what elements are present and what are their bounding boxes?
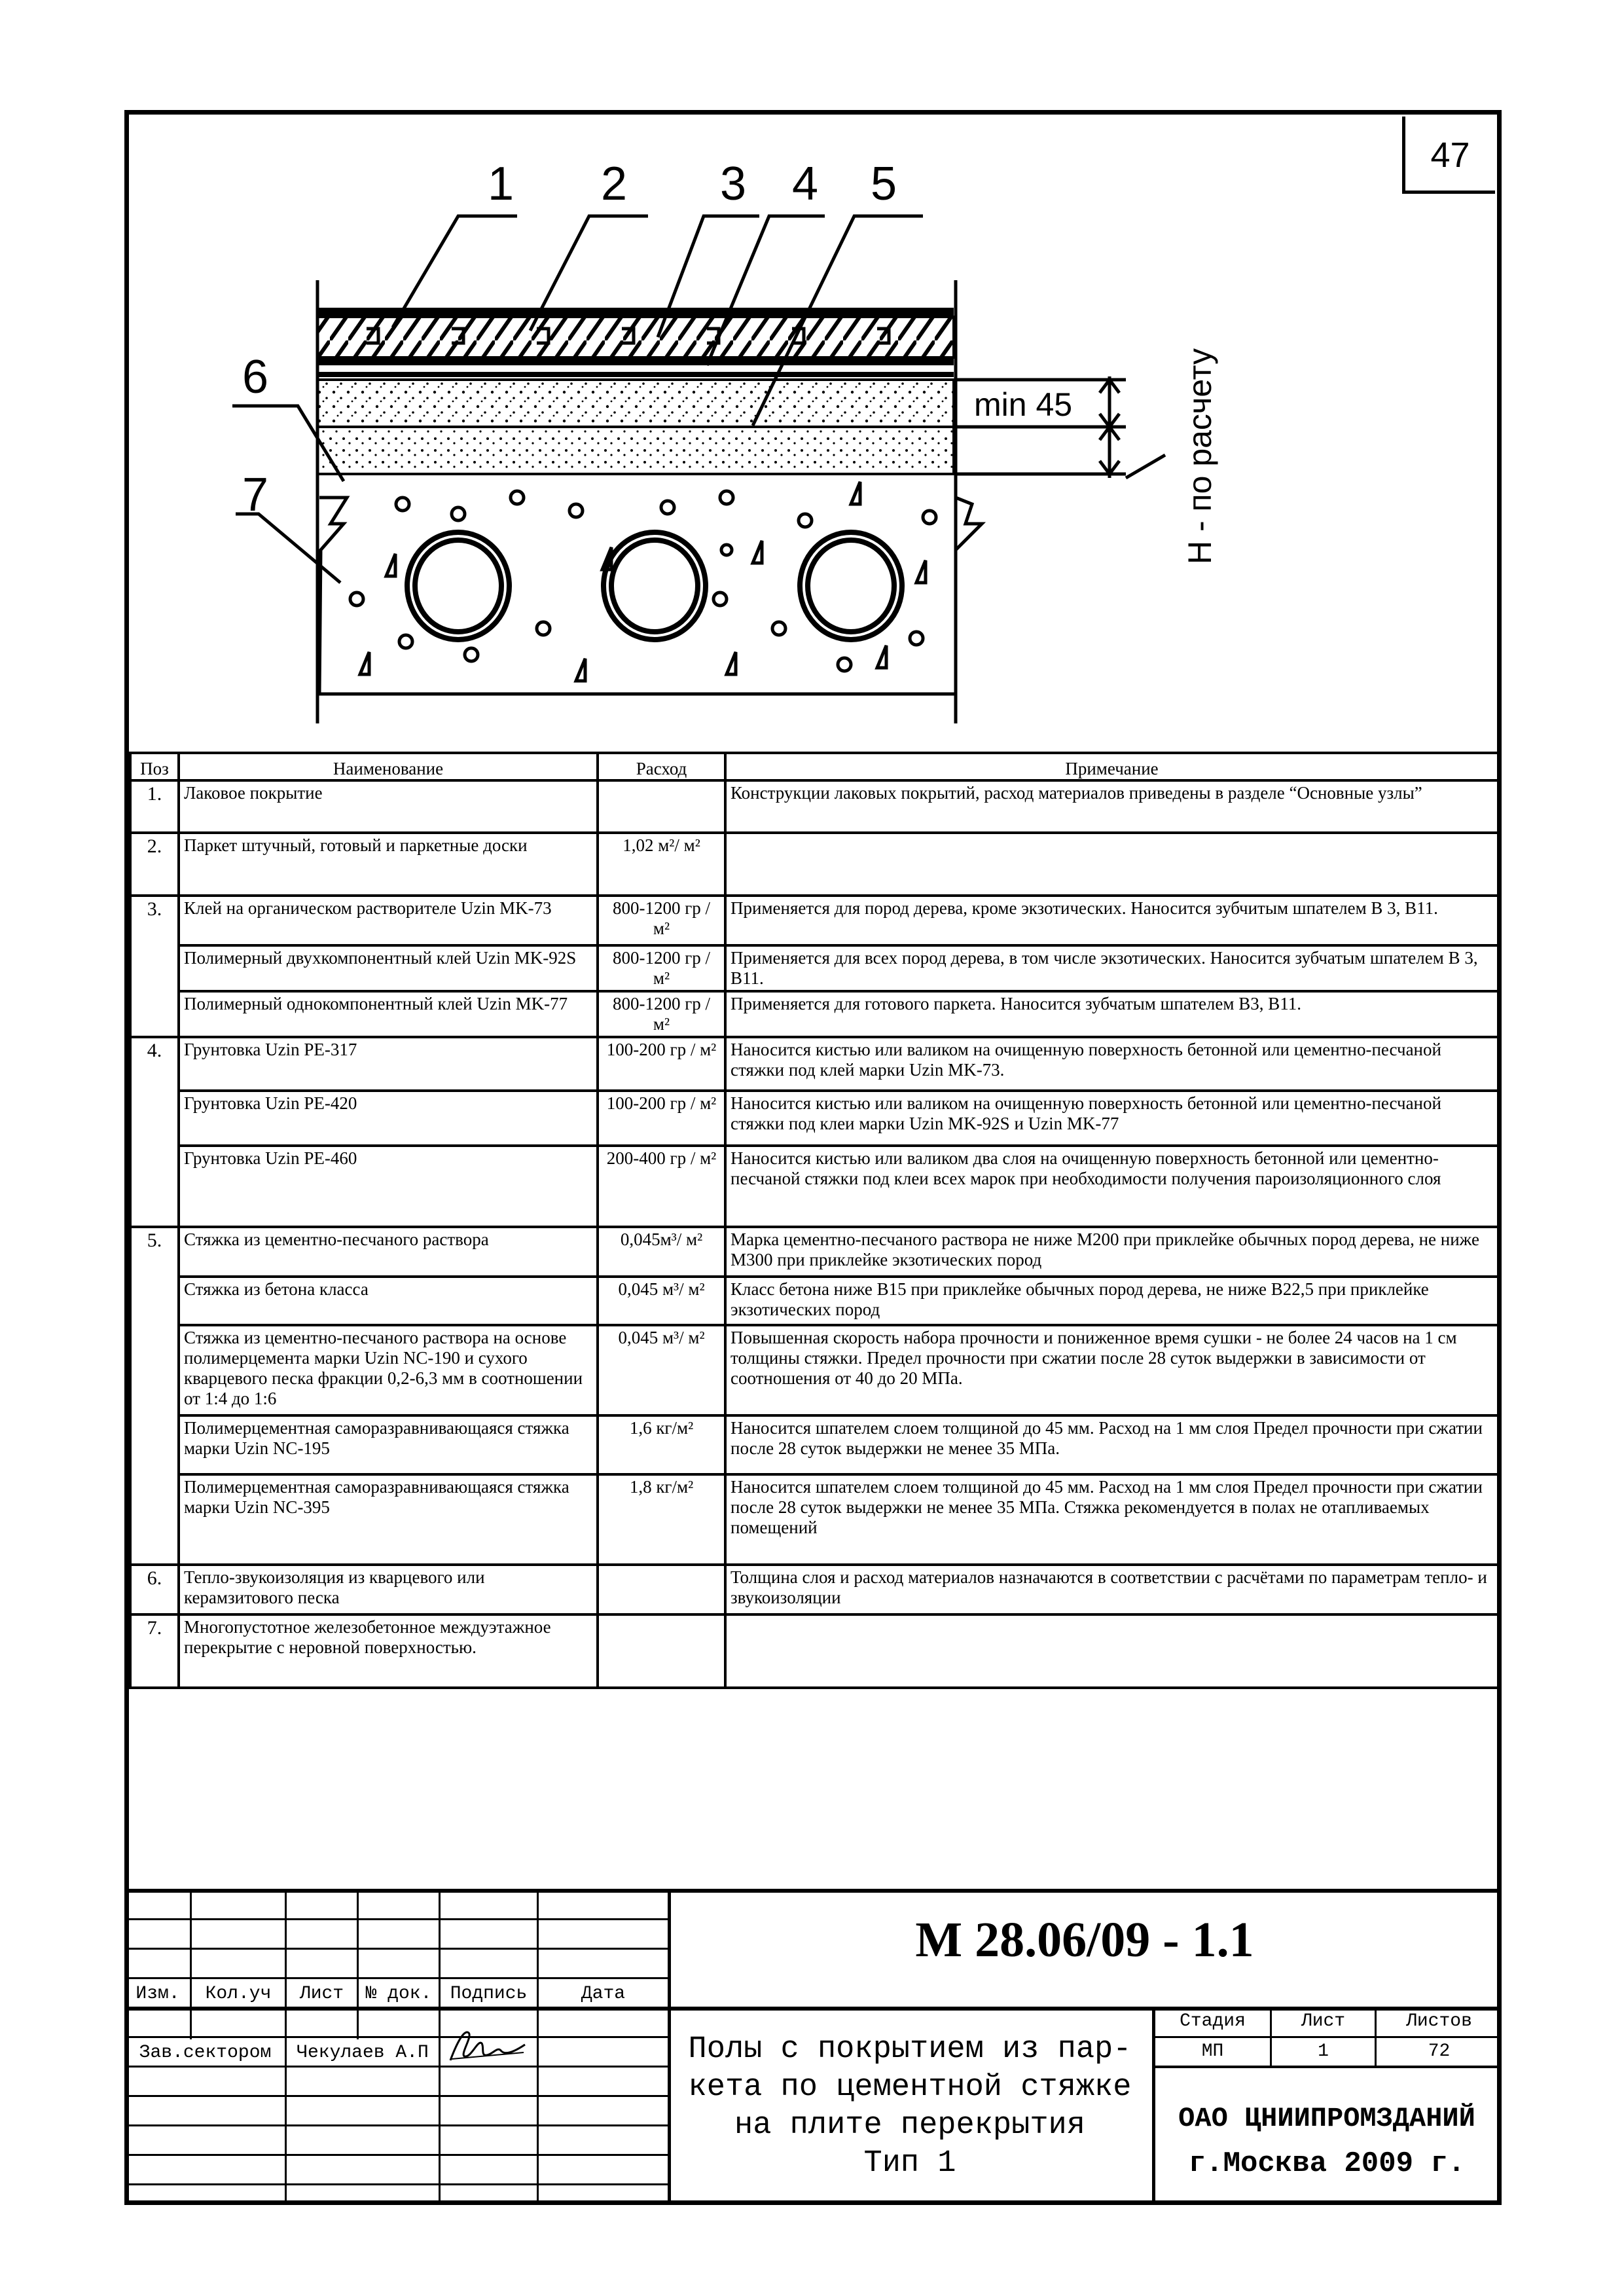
row-rate: 0,045м³/ м²: [598, 1227, 725, 1277]
row-name: Лаковое покрытие: [179, 780, 598, 833]
col-doc-number: № док.: [365, 1984, 432, 2004]
header-note: Примечание: [725, 753, 1498, 780]
header-pos: Поз: [130, 753, 179, 780]
table-row: [130, 1565, 1498, 1614]
stage-value: МП: [1201, 2041, 1224, 2062]
row-pos: 6.: [130, 1565, 179, 1614]
dimension-h-by-calc: H - по расчету: [1182, 348, 1218, 564]
row-rate: 200-400 гр / м²: [598, 1146, 725, 1227]
row-note: Повышенная скорость набора прочности и пониженное время сушки - не более 24 часов на 1 см толщины стяжки. Предел прочности при сжатии после 28 суток выдержки в зависимости от соотношения от 40 до 20 МПа.: [725, 1325, 1498, 1415]
row-note: Класс бетона ниже В15 при приклейке обычных пород дерева, не ниже В22,5 при приклейке экзотических пород: [725, 1277, 1498, 1325]
specification-table: [129, 752, 1500, 1689]
row-name: Стяжка из бетона класса: [179, 1277, 598, 1325]
city-year: г.Москва 2009 г.: [1188, 2147, 1466, 2180]
table-row: [130, 1146, 1498, 1227]
callout-3: 3: [720, 158, 747, 210]
table-row: [130, 1037, 1498, 1091]
stage-label: Стадия: [1180, 2011, 1246, 2032]
row-note: Конструкции лаковых покрытий, расход материалов приведены в разделе “Основные узлы”: [725, 780, 1498, 833]
table-row: [130, 945, 1498, 991]
table-row: [130, 1415, 1498, 1474]
table-row: [130, 1325, 1498, 1415]
title-line-3: на плите перекрытия: [734, 2108, 1085, 2143]
document-code: М 28.06/09 - 1.1: [915, 1912, 1254, 1967]
row-rate: [598, 1565, 725, 1614]
row-note: Наносится кистью или валиком на очищенную поверхность бетонной или цементно-песчаной стяжки под клей марки Uzin MK-73.: [725, 1037, 1498, 1091]
col-kol-uch: Кол.уч: [205, 1984, 272, 2004]
row-name: Полимерцементная саморазравнивающаяся стяжка марки Uzin NC-395: [179, 1474, 598, 1565]
row-pos: [130, 1474, 179, 1565]
title-line-1: Полы с покрытием из пар-: [688, 2032, 1132, 2067]
row-name: Полимерцементная саморазравнивающаяся стяжка марки Uzin NC-195: [179, 1415, 598, 1474]
document-title: [671, 2031, 1149, 2183]
row-rate: 100-200 гр / м²: [598, 1091, 725, 1146]
dimension-min-45: min 45: [974, 386, 1073, 423]
row-note: Наносится кистью или валиком на очищенную поверхность бетонной или цементно-песчаной стяжки под клеи марки Uzin MK-92S и Uzin MK-77: [725, 1091, 1498, 1146]
row-rate: 1,6 кг/м²: [598, 1415, 725, 1474]
row-rate: 0,045 м³/ м²: [598, 1325, 725, 1415]
row-pos: [130, 1146, 179, 1227]
table-row: [130, 1614, 1498, 1688]
col-signature: Подпись: [450, 1984, 528, 2004]
screed-layer: [317, 380, 954, 427]
row-pos: 2.: [130, 833, 179, 896]
callout-4: 4: [792, 158, 819, 210]
table-row: [130, 1277, 1498, 1325]
hollow-core-slab: [319, 498, 982, 694]
callout-2: 2: [601, 158, 628, 210]
header-rate: Расход: [598, 753, 725, 780]
table-row: [130, 991, 1498, 1037]
row-pos: [130, 1091, 179, 1146]
signature-mark: [445, 2026, 530, 2066]
header-name: Наименование: [179, 753, 598, 780]
sheets-label: Листов: [1406, 2011, 1472, 2032]
row-name: Стяжка из цементно-песчаного раствора: [179, 1227, 598, 1277]
row-name: Полимерный двухкомпонентный клей Uzin MK-92S: [179, 945, 598, 991]
row-name: Стяжка из цементно-песчаного раствора на основе полимерцемента марки Uzin NC-190 и сухого кварцевого песка фракции 0,2-6,3 мм в соотношении от 1:4 до 1:6: [179, 1325, 598, 1415]
sheets-value: 72: [1428, 2041, 1451, 2062]
callout-7: 7: [242, 469, 269, 521]
parquet-layer: [317, 317, 954, 357]
primer-layer: [317, 372, 954, 377]
row-pos: 1.: [130, 780, 179, 833]
row-pos: [130, 1277, 179, 1325]
row-pos: 4.: [130, 1037, 179, 1091]
row-name: Грунтовка Uzin PE-317: [179, 1037, 598, 1091]
table-row: [130, 1227, 1498, 1277]
row-note: Наносится шпателем слоем толщиной до 45 мм. Расход на 1 мм слоя Предел прочности при сжатии после 28 суток выдержки не менее 35 МПа. Стяжка рекомендуется в полах не отапливаемых помещений: [725, 1474, 1498, 1565]
sheet-label: Лист: [1301, 2011, 1346, 2032]
person-name: Чекулаев А.П: [297, 2043, 429, 2063]
callout-1: 1: [488, 158, 514, 210]
row-rate: 1,02 м²/ м²: [598, 833, 725, 896]
row-rate: 0,045 м³/ м²: [598, 1277, 725, 1325]
callout-5: 5: [871, 158, 897, 210]
row-name: Паркет штучный, готовый и паркетные доски: [179, 833, 598, 896]
row-note: Марка цементно-песчаного раствора не ниже М200 при приклейке обычных пород дерева, не ниже М300 при приклейке экзотических пород: [725, 1227, 1498, 1277]
row-name: Многопустотное железобетонное междуэтажное перекрытие с неровной поверхностью.: [179, 1614, 598, 1688]
row-note: [725, 833, 1498, 896]
row-name: Полимерный однокомпонентный клей Uzin MK-77: [179, 991, 598, 1037]
role-head-of-sector: Зав.сектором: [139, 2043, 272, 2063]
sand-insulation-layer: [317, 427, 954, 474]
row-name: Грунтовка Uzin PE-460: [179, 1146, 598, 1227]
row-pos: 7.: [130, 1614, 179, 1688]
row-rate: 1,8 кг/м²: [598, 1474, 725, 1565]
row-name: Тепло-звукоизоляция из кварцевого или керамзитового песка: [179, 1565, 598, 1614]
sheet-number: 47: [1402, 117, 1495, 194]
sheet-value: 1: [1318, 2041, 1329, 2062]
row-note: Применяется для готового паркета. Наносится зубчатым шпателем В3, В11.: [725, 991, 1498, 1037]
row-note: Применяется для всех пород дерева, в том числе экзотических. Наносится зубчатым шпателем В 3, В11.: [725, 945, 1498, 991]
callout-6: 6: [242, 351, 269, 403]
row-pos: 3.: [130, 896, 179, 945]
title-line-4: Тип 1: [863, 2146, 956, 2181]
row-rate: 800-1200 гр / м²: [598, 991, 725, 1037]
table-header-row: [130, 753, 1498, 780]
row-pos: [130, 991, 179, 1037]
table-row: [130, 780, 1498, 833]
row-note: Наносится кистью или валиком два слоя на очищенную поверхность бетонной или цементно-песчаной стяжки под клеи всех марок при необходимости получения пароизоляционного слоя: [725, 1146, 1498, 1227]
table-row: [130, 833, 1498, 896]
row-rate: [598, 1614, 725, 1688]
row-rate: 800-1200 гр / м²: [598, 896, 725, 945]
row-note: Применяется для пород дерева, кроме экзотических. Наносится зубчитым шпателем В 3, В11.: [725, 896, 1498, 945]
row-rate: [598, 780, 725, 833]
row-note: [725, 1614, 1498, 1688]
row-rate: 100-200 гр / м²: [598, 1037, 725, 1091]
row-name: Клей на органическом растворителе Uzin MK-73: [179, 896, 598, 945]
col-date: Дата: [581, 1984, 626, 2004]
title-line-2: кета по цементной стяжке: [688, 2070, 1132, 2105]
table-row: [130, 896, 1498, 945]
lacquer-layer: [317, 308, 954, 317]
col-list: Лист: [299, 1984, 344, 2004]
row-pos: [130, 1325, 179, 1415]
row-pos: [130, 945, 179, 991]
table-row: [130, 1091, 1498, 1146]
row-pos: [130, 1415, 179, 1474]
row-note: Наносится шпателем слоем толщиной до 45 мм. Расход на 1 мм слоя Предел прочности при сжатии после 28 суток выдержки не менее 35 МПа.: [725, 1415, 1498, 1474]
floor-section-drawing: [0, 0, 1624, 753]
row-pos: 5.: [130, 1227, 179, 1277]
glue-layer: [317, 357, 954, 365]
col-izm: Изм.: [135, 1984, 180, 2004]
row-name: Грунтовка Uzin PE-420: [179, 1091, 598, 1146]
row-note: Толщина слоя и расход материалов назначаются в соответствии с расчётами по параметрам тепло- и звукоизоляции: [725, 1565, 1498, 1614]
row-rate: 800-1200 гр / м²: [598, 945, 725, 991]
table-row: [130, 1474, 1498, 1565]
organization-name: ОАО ЦНИИПРОМЗДАНИЙ: [1178, 2103, 1475, 2134]
